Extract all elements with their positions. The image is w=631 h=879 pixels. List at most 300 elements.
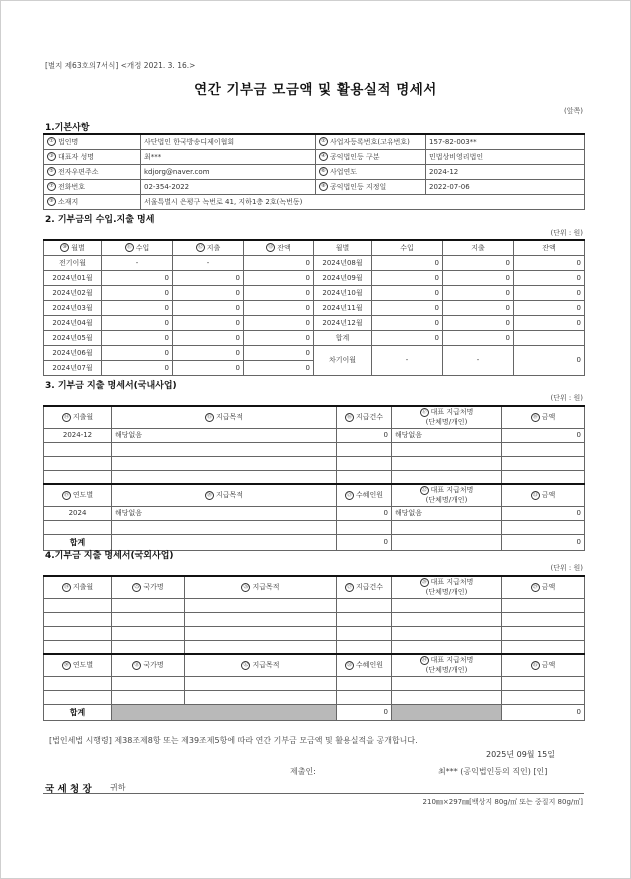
overseas-expense-table [43, 575, 585, 721]
left-month: 2024년06월 [44, 345, 102, 360]
field-label-text: 소재지 [58, 197, 79, 206]
left-balance: 0 [244, 300, 314, 315]
left-income: 0 [102, 330, 173, 345]
income-row [44, 315, 585, 330]
item-number: ⑪ [126, 244, 132, 251]
item-number: ㉓ [532, 491, 538, 498]
item-number: ㉚ [63, 661, 69, 668]
empty-cell [44, 470, 112, 484]
overseas-header-label: 금액 [541, 661, 556, 670]
income-header [443, 240, 514, 255]
col-period: 2024-12 [44, 428, 112, 442]
income-row [44, 330, 585, 345]
field-label-text: 전자우편주소 [58, 167, 99, 176]
overseas-header [44, 576, 112, 598]
empty-cell [502, 612, 585, 626]
overseas-header-label: 연도별 [72, 661, 94, 670]
left-balance: 0 [244, 315, 314, 330]
overseas-header-label: 금액 [541, 583, 556, 592]
domestic-header [502, 484, 585, 506]
income-header [372, 240, 443, 255]
empty-cell [502, 456, 585, 470]
empty-cell [502, 442, 585, 456]
item-number: ⑦ [47, 182, 56, 191]
empty-row [44, 456, 585, 470]
overseas-header [185, 576, 337, 598]
overseas-header [337, 654, 392, 676]
right-balance [514, 330, 585, 345]
right-balance: 0 [514, 300, 585, 315]
item-number: ⑲ [63, 491, 69, 498]
overseas-header [337, 576, 392, 598]
col-period: 2024 [44, 506, 112, 520]
item-number: ③ [47, 152, 56, 161]
domestic-header-label: 수혜인원 [355, 491, 384, 500]
basic-row [44, 164, 585, 179]
field-label [44, 194, 141, 209]
item-number: ④ [319, 152, 328, 161]
empty-cell [502, 626, 585, 640]
carry-expense: - [443, 345, 514, 375]
left-month: 2024년04월 [44, 315, 102, 330]
domestic-header [392, 484, 502, 506]
overseas-header-row-2 [44, 654, 585, 676]
empty-cell [392, 598, 502, 612]
submitter-label: 제출인: [290, 767, 316, 776]
empty-cell [112, 690, 185, 704]
item-number: ⑨ [47, 197, 56, 206]
empty-cell [502, 470, 585, 484]
domestic-expense-table [43, 405, 585, 551]
left-expense: 0 [173, 345, 244, 360]
field-value: 157-82-003** [426, 134, 585, 149]
empty-cell [502, 640, 585, 654]
overseas-total-row [44, 704, 585, 720]
income-header [314, 240, 372, 255]
empty-cell [185, 676, 337, 690]
overseas-header [502, 576, 585, 598]
left-income: 0 [102, 315, 173, 330]
income-row [44, 285, 585, 300]
total-label: 합계 [44, 534, 112, 550]
col-count: 0 [337, 428, 392, 442]
empty-row [44, 442, 585, 456]
left-expense: 0 [173, 315, 244, 330]
empty-cell [112, 598, 185, 612]
left-income: 0 [102, 345, 173, 360]
right-month: 2024년12월 [314, 315, 372, 330]
income-header-row [44, 240, 585, 255]
domestic-header-label: 금액 [541, 491, 556, 500]
col-amount: 0 [502, 428, 585, 442]
overseas-header [392, 576, 502, 598]
total-label: 합계 [44, 704, 112, 720]
item-number: ⑤ [47, 167, 56, 176]
left-income: 0 [102, 270, 173, 285]
empty-cell [185, 640, 337, 654]
field-label-text: 대표자 성명 [58, 152, 95, 161]
left-month: 2024년02월 [44, 285, 102, 300]
overseas-header-label: 지출월 [72, 583, 94, 592]
right-expense: 0 [443, 255, 514, 270]
basic-row [44, 149, 585, 164]
overseas-header-label: 국가명 [143, 583, 164, 592]
empty-cell [392, 676, 502, 690]
total-count: 0 [337, 704, 392, 720]
item-number: ⑩ [60, 243, 69, 252]
income-header [44, 240, 102, 255]
overseas-header [392, 654, 502, 676]
left-month: 2024년01월 [44, 270, 102, 285]
income-header [244, 240, 314, 255]
empty-cell [112, 520, 337, 534]
empty-row [44, 676, 585, 690]
income-row [44, 345, 585, 360]
empty-cell [44, 676, 112, 690]
left-expense: 0 [173, 300, 244, 315]
field-value: 2022-07-06 [426, 179, 585, 194]
basic-row-address [44, 194, 585, 209]
empty-row [44, 626, 585, 640]
overseas-header-row-1 [44, 576, 585, 598]
empty-row [44, 612, 585, 626]
empty-cell [112, 626, 185, 640]
field-label-text: 사업연도 [330, 167, 358, 176]
total-count: 0 [337, 534, 392, 550]
empty-row [44, 470, 585, 484]
empty-cell [392, 456, 502, 470]
empty-cell [392, 640, 502, 654]
empty-cell [502, 520, 585, 534]
domestic-header-label: 지급목적 [215, 413, 244, 422]
item-number: ㉞ [421, 656, 427, 663]
field-value: 최*** [141, 149, 316, 164]
right-balance: 0 [514, 255, 585, 270]
col-count: 0 [337, 506, 392, 520]
right-expense: 0 [443, 270, 514, 285]
item-number: ㉙ [532, 583, 538, 590]
left-expense: 0 [173, 330, 244, 345]
income-header-label: 수입 [135, 243, 150, 252]
left-income: 0 [102, 360, 173, 375]
front-side-label: (앞쪽) [564, 107, 583, 115]
empty-cell [392, 534, 502, 550]
field-label [316, 179, 426, 194]
section-1-heading: 1.기본사항 [45, 123, 90, 133]
domestic-header-label: 지급건수 [355, 413, 384, 422]
overseas-header [185, 654, 337, 676]
domestic-header [502, 406, 585, 428]
item-number: ⑧ [319, 182, 328, 191]
paper-spec: 210㎜×297㎜[백상지 80g/㎡ 또는 중질지 80g/㎡] [422, 798, 583, 806]
field-value: 민법상비영리법인 [426, 149, 585, 164]
domestic-header [337, 406, 392, 428]
domestic-header-row-1 [44, 406, 585, 428]
item-number: ① [47, 137, 56, 146]
item-number: ㉔ [63, 583, 69, 590]
overseas-header-label: 수혜인원 [355, 661, 384, 670]
left-balance: 0 [244, 285, 314, 300]
empty-cell [112, 612, 185, 626]
field-label-text: 공익법인등 지정일 [330, 182, 387, 191]
empty-cell [44, 456, 112, 470]
domestic-header [44, 406, 112, 428]
empty-cell [337, 626, 392, 640]
empty-cell [112, 456, 337, 470]
left-balance: 0 [244, 345, 314, 360]
item-number: ㉛ [134, 661, 140, 668]
item-number: ⑥ [319, 167, 328, 176]
field-value: 2024-12 [426, 164, 585, 179]
right-income: 0 [372, 285, 443, 300]
section-2-heading: 2. 기부금의 수입.지출 명세 [45, 215, 155, 225]
domestic-header-label: 금액 [541, 413, 556, 422]
overseas-header [112, 576, 185, 598]
col-purpose: 해당없음 [112, 428, 337, 442]
col-amount: 0 [502, 506, 585, 520]
empty-cell [502, 690, 585, 704]
left-expense: 0 [173, 270, 244, 285]
left-balance: 0 [244, 255, 314, 270]
left-month: 2024년03월 [44, 300, 102, 315]
empty-cell [44, 442, 112, 456]
empty-cell [44, 598, 112, 612]
empty-cell [337, 676, 392, 690]
empty-cell [337, 640, 392, 654]
right-income: 0 [372, 270, 443, 285]
domestic-header-label: 지급목적 [215, 491, 244, 500]
right-month: 2024년09월 [314, 270, 372, 285]
empty-cell [337, 442, 392, 456]
field-label [316, 134, 426, 149]
field-label [316, 149, 426, 164]
empty-cell [392, 470, 502, 484]
empty-cell [185, 690, 337, 704]
overseas-header-label: 지급건수 [355, 583, 384, 592]
income-header [514, 240, 585, 255]
empty-cell [44, 520, 112, 534]
domestic-header-row-2 [44, 484, 585, 506]
empty-cell [392, 442, 502, 456]
empty-cell [502, 676, 585, 690]
empty-cell [44, 612, 112, 626]
empty-row [44, 690, 585, 704]
right-income: 0 [372, 315, 443, 330]
empty-cell [112, 470, 337, 484]
empty-cell [337, 612, 392, 626]
section-3-unit: (단위 : 원) [550, 394, 583, 402]
right-month: 2024년10월 [314, 285, 372, 300]
right-month: 2024년08월 [314, 255, 372, 270]
domestic-header-label: 대표 지급처명 [430, 408, 474, 417]
empty-cell [392, 612, 502, 626]
income-row [44, 300, 585, 315]
left-month: 전기이월 [44, 255, 102, 270]
item-number: ⑮ [206, 413, 212, 420]
carry-income: - [372, 345, 443, 375]
empty-cell [185, 626, 337, 640]
carry-month: 차기이월 [314, 345, 372, 375]
empty-row [44, 640, 585, 654]
item-number: ㉘ [421, 578, 427, 585]
right-balance: 0 [514, 315, 585, 330]
section-2-unit: (단위 : 원) [550, 229, 583, 237]
left-income: - [102, 255, 173, 270]
item-number: ⑭ [63, 413, 69, 420]
domestic-header [337, 484, 392, 506]
overseas-header-label: 대표 지급처명 [430, 656, 474, 665]
field-label-text: 사업자등록번호(고유번호) [330, 137, 410, 146]
left-expense: - [173, 255, 244, 270]
domestic-header-label: 연도별 [72, 491, 94, 500]
submitter-name: 최*** (공익법인등의 직인) [인] [438, 767, 548, 776]
empty-cell [44, 690, 112, 704]
addressee-org: 국 세 청 장 [45, 784, 92, 795]
right-expense: 0 [443, 300, 514, 315]
empty-cell [337, 470, 392, 484]
item-number: ⑳ [206, 491, 212, 498]
total-amount: 0 [502, 534, 585, 550]
domestic-header-label: 대표 지급처명 [430, 486, 474, 495]
left-balance: 0 [244, 360, 314, 375]
shaded-cell [112, 704, 337, 720]
item-number: ⑫ [197, 244, 203, 251]
domestic-header [44, 484, 112, 506]
empty-cell [112, 442, 337, 456]
right-month: 합계 [314, 330, 372, 345]
left-month: 2024년07월 [44, 360, 102, 375]
domestic-row [44, 506, 585, 520]
right-income: 0 [372, 255, 443, 270]
item-number: ② [319, 137, 328, 146]
income-header-label: 월별 [71, 243, 85, 252]
domestic-row [44, 428, 585, 442]
left-expense: 0 [173, 285, 244, 300]
col-recipient: 해당없음 [392, 506, 502, 520]
empty-cell [112, 640, 185, 654]
empty-cell [185, 598, 337, 612]
right-income: 0 [372, 300, 443, 315]
left-income: 0 [102, 300, 173, 315]
right-expense: 0 [443, 315, 514, 330]
col-purpose: 해당없음 [112, 506, 337, 520]
income-header-label: 잔액 [542, 243, 556, 252]
overseas-header-sublabel: (단체명/개인) [425, 588, 468, 597]
income-header-label: 지출 [206, 243, 221, 252]
form-number: [별지 제63호의7서식] <개정 2021. 3. 16.> [45, 61, 196, 70]
item-number: ㉕ [134, 583, 140, 590]
field-label [44, 164, 141, 179]
empty-row [44, 598, 585, 612]
overseas-header-sublabel: (단체명/개인) [425, 666, 468, 675]
overseas-header-label: 지급목적 [252, 583, 280, 592]
field-label [44, 134, 141, 149]
basic-row [44, 134, 585, 149]
domestic-header-sublabel: (단체명/개인) [425, 496, 468, 505]
col-recipient: 해당없음 [392, 428, 502, 442]
domestic-header [112, 484, 337, 506]
overseas-header [44, 654, 112, 676]
left-month: 2024년05월 [44, 330, 102, 345]
item-number: ⑱ [532, 413, 538, 420]
field-label-text: 법인명 [58, 137, 79, 146]
empty-cell [502, 598, 585, 612]
document-title: 연간 기부금 모금액 및 활용실적 명세서 [194, 82, 437, 98]
overseas-header [502, 654, 585, 676]
right-income: 0 [372, 330, 443, 345]
field-value: 사단법인 한국방송디제이협회 [141, 134, 316, 149]
overseas-header-label: 지급목적 [252, 661, 280, 670]
left-income: 0 [102, 285, 173, 300]
item-number: ㉑ [346, 491, 352, 498]
empty-cell [392, 626, 502, 640]
item-number: ㉗ [346, 583, 352, 590]
domestic-header [392, 406, 502, 428]
field-label [316, 164, 426, 179]
left-expense: 0 [173, 360, 244, 375]
domestic-header-label: 지출월 [72, 413, 94, 422]
right-month: 2024년11월 [314, 300, 372, 315]
basic-info-table [43, 133, 585, 210]
basic-row [44, 179, 585, 194]
field-value: 02-354-2022 [141, 179, 316, 194]
field-label-text: 전화번호 [58, 182, 86, 191]
item-number: ㉖ [243, 583, 249, 590]
empty-cell [112, 676, 185, 690]
field-label [44, 149, 141, 164]
legal-basis-note: [법인세법 시행령] 제38조제8항 또는 제39조제5항에 따라 연간 기부금 모금액 및 활용실적을 공개합니다. [49, 736, 418, 745]
empty-cell [185, 612, 337, 626]
field-label-text: 공익법인등 구분 [330, 152, 380, 161]
left-balance: 0 [244, 330, 314, 345]
domestic-header [112, 406, 337, 428]
right-balance: 0 [514, 270, 585, 285]
item-number: ㉒ [421, 486, 427, 493]
right-expense: 0 [443, 330, 514, 345]
item-number: ⑬ [268, 244, 274, 251]
empty-row [44, 520, 585, 534]
section-4-heading: 4.기부금 지출 명세서(국외사업) [45, 551, 174, 561]
income-header-label: 월별 [335, 243, 350, 252]
empty-cell [337, 456, 392, 470]
overseas-header [112, 654, 185, 676]
overseas-header-label: 대표 지급처명 [430, 578, 474, 587]
item-number: ㉝ [346, 661, 352, 668]
empty-cell [392, 690, 502, 704]
right-expense: 0 [443, 285, 514, 300]
item-number: ⑯ [346, 413, 352, 420]
empty-cell [392, 520, 502, 534]
empty-cell [337, 520, 392, 534]
empty-cell [44, 626, 112, 640]
footer-divider [43, 793, 584, 794]
addressee-suffix: 귀하 [110, 783, 126, 792]
field-value: kdjorg@naver.com [141, 164, 316, 179]
carry-balance: 0 [514, 345, 585, 375]
income-header-label: 잔액 [277, 243, 291, 252]
income-header-label: 지출 [471, 243, 485, 252]
empty-cell [44, 640, 112, 654]
field-label [44, 179, 141, 194]
income-header-label: 수입 [400, 243, 414, 252]
income-header [102, 240, 173, 255]
submission-date: 2025년 09월 15일 [486, 750, 555, 759]
item-number: ㉜ [243, 661, 249, 668]
income-header [173, 240, 244, 255]
section-4-unit: (단위 : 원) [550, 564, 583, 572]
address-value: 서울특별시 은평구 녹번로 41, 지하1층 2호(녹번동) [141, 194, 585, 209]
overseas-header-label: 국가명 [143, 661, 164, 670]
